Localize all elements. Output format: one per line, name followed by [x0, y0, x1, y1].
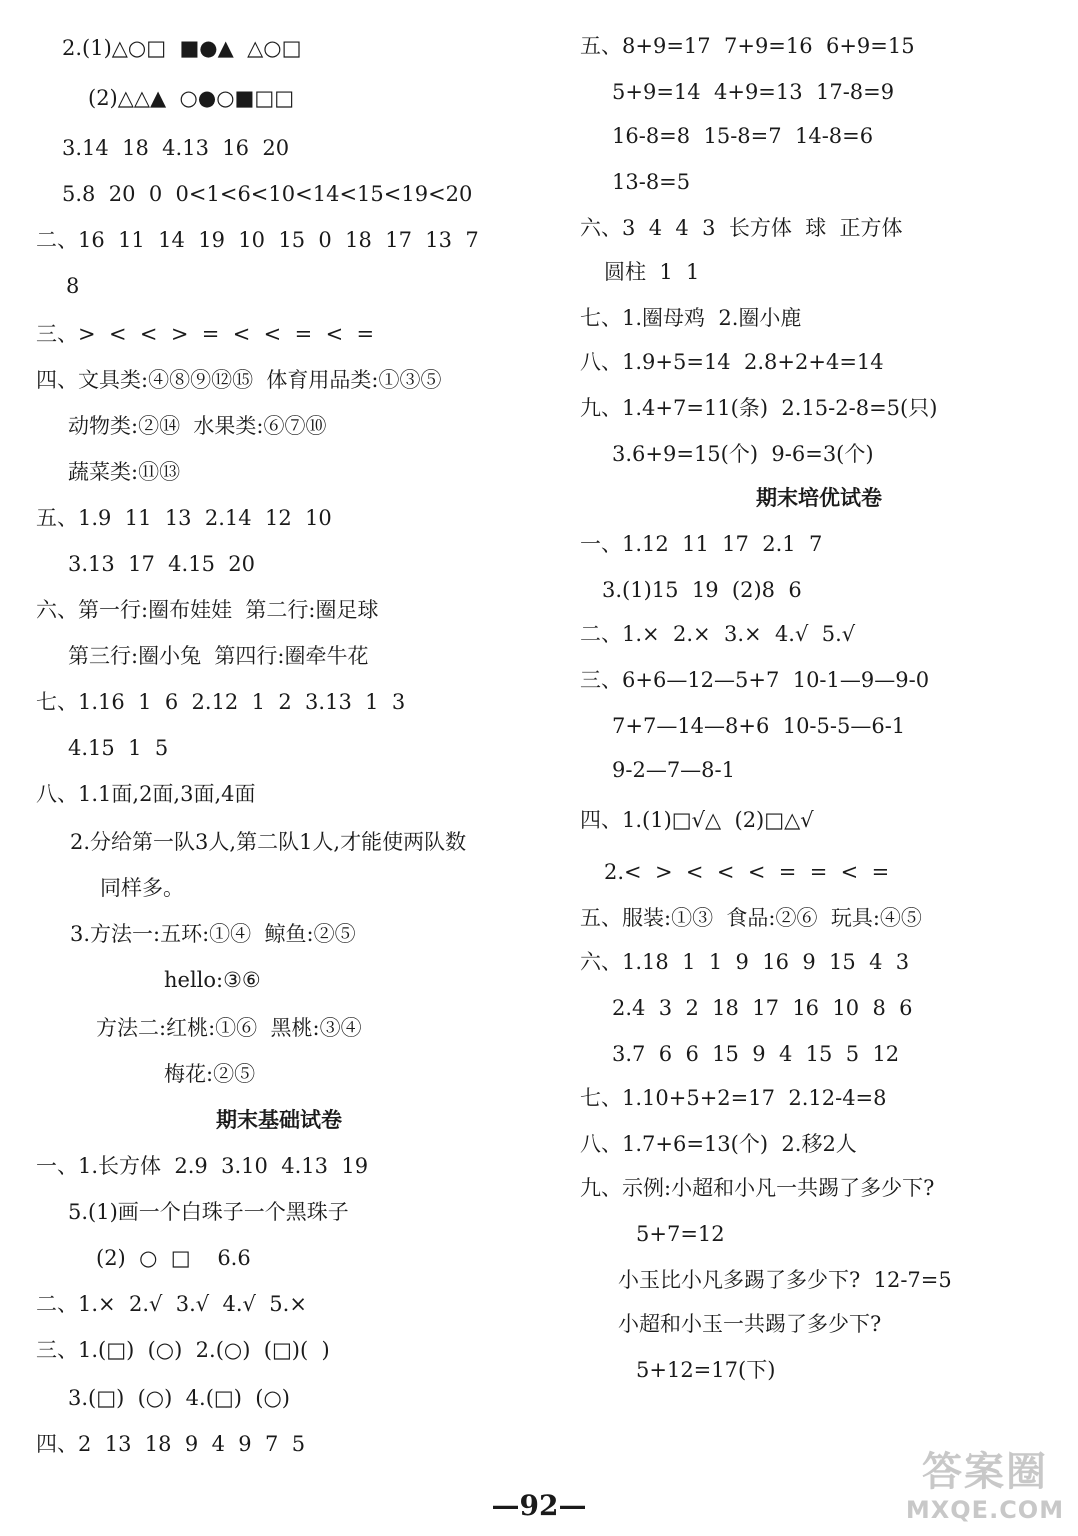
answer-line: 八、1.7+6=13(个) 2.移2人 [580, 1132, 857, 1156]
page-number: —92— [491, 1489, 587, 1522]
answer-line: 三、1.(□) (○) 2.(○) (□)( ) [36, 1338, 330, 1362]
answer-line: 三、6+6—12—5+7 10-1—9—9-0 [580, 668, 930, 692]
answer-line: (2) ○ □ 6.6 [96, 1246, 251, 1270]
answer-line: 2.< > < < < = = < = [604, 860, 890, 884]
answer-line: 3.6+9=15(个) 9-6=3(个) [612, 442, 874, 466]
answer-line: 7+7—14—8+6 10-5-5—6-1 [612, 714, 906, 738]
answer-line: 九、示例:小超和小凡一共踢了多少下? [580, 1176, 935, 1200]
watermark-title: 答案圈 [922, 1449, 1048, 1495]
answer-line: 五、8+9=17 7+9=16 6+9=15 [580, 34, 915, 58]
answer-line: 9-2—7—8-1 [612, 758, 735, 782]
answer-line: 同样多。 [100, 876, 184, 900]
answer-line: 16-8=8 15-8=7 14-8=6 [612, 124, 874, 148]
answer-line: 五、服装:①③ 食品:②⑥ 玩具:④⑤ [580, 906, 922, 930]
answer-line: 四、文具类:④⑧⑨⑫⑮ 体育用品类:①③⑤ [36, 368, 442, 392]
answer-line: 八、1.1面,2面,3面,4面 [36, 782, 256, 806]
answer-line: 5.8 20 0 0<1<6<10<14<15<19<20 [62, 182, 473, 206]
answer-line: 八、1.9+5=14 2.8+2+4=14 [580, 350, 884, 374]
watermark [900, 1448, 1070, 1528]
answer-line: 小超和小玉一共踢了多少下? [618, 1312, 882, 1336]
answer-line: 小玉比小凡多踢了多少下? 12-7=5 [618, 1268, 952, 1292]
answer-line: 蔬菜类:⑪⑬ [68, 460, 181, 484]
answer-line: 七、1.圈母鸡 2.圈小鹿 [580, 306, 802, 330]
answer-line: 二、16 11 14 19 10 15 0 18 17 13 7 [36, 228, 479, 252]
section-heading: 期末培优试卷 [756, 485, 882, 510]
answer-line: 5+12=17(下) [636, 1358, 776, 1382]
answer-line: 四、2 13 18 9 4 9 7 5 [36, 1432, 306, 1456]
answer-line: 3.7 6 6 15 9 4 15 5 12 [612, 1042, 900, 1066]
answer-line: 三、> < < > = < < = < = [36, 322, 375, 346]
answer-line: 六、1.18 1 1 9 16 9 15 4 3 [580, 950, 910, 974]
answer-line: 七、1.10+5+2=17 2.12-4=8 [580, 1086, 887, 1110]
section-heading: 期末基础试卷 [216, 1107, 342, 1132]
answer-line: 5+7=12 [636, 1222, 725, 1246]
answer-line: 3.14 18 4.13 16 20 [62, 136, 290, 160]
answer-line: 3.(1)15 19 (2)8 6 [602, 578, 802, 602]
answer-line: 圆柱 1 1 [604, 260, 700, 284]
answer-line: hello:③⑥ [164, 968, 261, 992]
answer-line: 2.分给第一队3人,第二队1人,才能使两队数 [70, 830, 467, 854]
answer-line: 一、1.12 11 17 2.1 7 [580, 532, 823, 556]
answer-line: 5+9=14 4+9=13 17-8=9 [612, 80, 895, 104]
answer-line: 2.(1)△○□ ■●▲ △○□ [62, 36, 302, 60]
answer-line: 七、1.16 1 6 2.12 1 2 3.13 1 3 [36, 690, 406, 714]
answer-line: 第三行:圈小兔 第四行:圈牵牛花 [68, 644, 369, 668]
answer-line: 动物类:②⑭ 水果类:⑥⑦⑩ [68, 414, 327, 438]
answer-line: 4.15 1 5 [68, 736, 169, 760]
answer-line: 四、1.(1)□√△ (2)□△√ [580, 808, 814, 832]
answer-line: 梅花:②⑤ [164, 1062, 256, 1086]
answer-line: 二、1.× 2.× 3.× 4.√ 5.√ [580, 622, 856, 646]
answer-line: 3.13 17 4.15 20 [68, 552, 256, 576]
answer-line: 3.方法一:五环:①④ 鲸鱼:②⑤ [70, 922, 356, 946]
answer-line: 五、1.9 11 13 2.14 12 10 [36, 506, 332, 530]
watermark-url: MXQE.COM [905, 1496, 1065, 1524]
answer-line: 8 [66, 274, 80, 298]
answer-line: 一、1.长方体 2.9 3.10 4.13 19 [36, 1154, 369, 1178]
answer-line: 二、1.× 2.√ 3.√ 4.√ 5.× [36, 1292, 307, 1316]
answer-line: 13-8=5 [612, 170, 691, 194]
answer-line: 5.(1)画一个白珠子一个黑珠子 [68, 1200, 349, 1224]
answer-line: 九、1.4+7=11(条) 2.15-2-8=5(只) [580, 396, 938, 420]
answer-line: 2.4 3 2 18 17 16 10 8 6 [612, 996, 913, 1020]
answer-line: 3.(□) (○) 4.(□) (○) [68, 1386, 290, 1410]
answer-line: (2)△△▲ ○●○■□□ [88, 86, 295, 110]
answer-line: 六、第一行:圈布娃娃 第二行:圈足球 [36, 598, 379, 622]
answer-line: 六、3 4 4 3 长方体 球 正方体 [580, 216, 903, 240]
answer-line: 方法二:红桃:①⑥ 黑桃:③④ [96, 1016, 362, 1040]
